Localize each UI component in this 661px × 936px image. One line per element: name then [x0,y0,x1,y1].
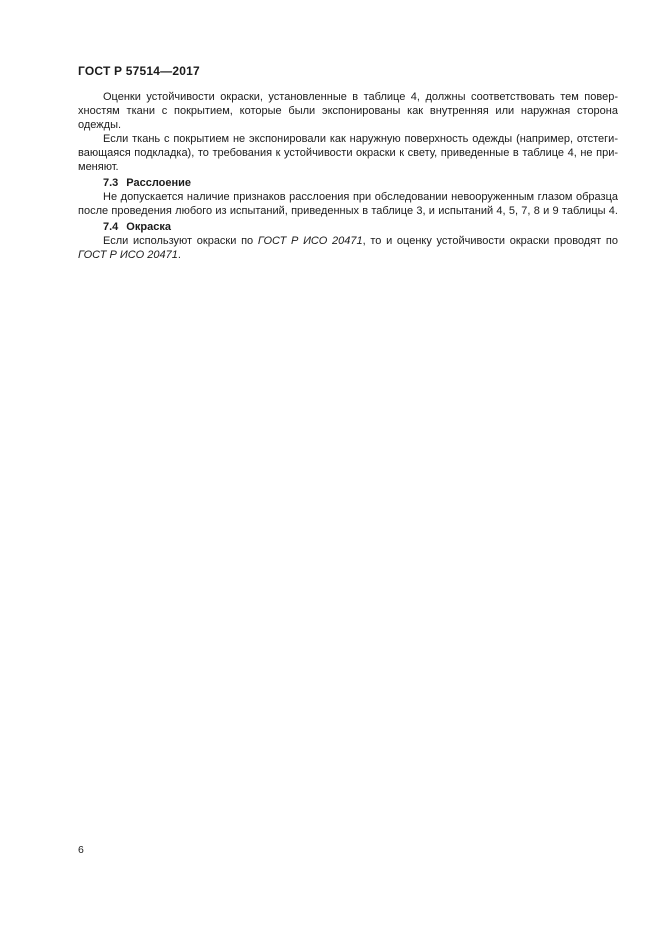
paragraph-line [78,248,618,262]
paragraph-7-4-coloring [78,234,618,262]
standard-reference: ГОСТ Р ИСО 20471 [257,235,363,247]
paragraph-line: вающаяся подкладка), то требования к устойчивости окраски к свету, приведенные в таблице 4, не при- [78,147,618,159]
standard-reference: ГОСТ Р ИСО 20471 [78,249,178,261]
standard-designation: ГОСТ Р 57514—2017 [78,64,200,78]
section-heading-7-3 [78,176,618,190]
paragraph-line: Если ткань с покрытием не экспонировали как наружную поверхность одежды (например, отстеги- [103,133,618,145]
paragraph-line: после проведения любого из испытаний, приведенных в таблице 3, и испытаний 4, 5, 7, 8 и 9 таблицы 4. [78,205,618,217]
paragraph-line: Оценки устойчивости окраски, установленные в таблице 4, должны соответствовать тем повер- [103,91,618,103]
section-number: 7.4 [103,221,119,233]
paragraph-7-2-surfaces [78,90,618,132]
page-number: 6 [78,844,84,856]
paragraph-7-3-delamination [78,190,618,218]
section-heading-7-4 [78,220,618,234]
paragraph-7-2-lining [78,132,618,174]
paragraph-line [78,234,618,248]
paragraph-text: , то и оценку устойчивости окраски проводят по [362,235,618,247]
paragraph-text: . [177,249,181,261]
section-number: 7.3 [103,177,119,189]
section-title: Расслоение [126,177,192,189]
paragraph-text: Если используют окраски по [103,235,258,247]
paragraph-line: хностям ткани с покрытием, которые были экспонированы как внутренняя или наружная сторона [78,105,618,117]
paragraph-line: меняют. [78,161,119,173]
section-title: Окраска [126,221,171,233]
paragraph-line: Не допускается наличие признаков расслоения при обследовании невооруженным глазом образца [103,191,618,203]
paragraph-line: одежды. [78,119,122,131]
page-content [78,64,618,262]
